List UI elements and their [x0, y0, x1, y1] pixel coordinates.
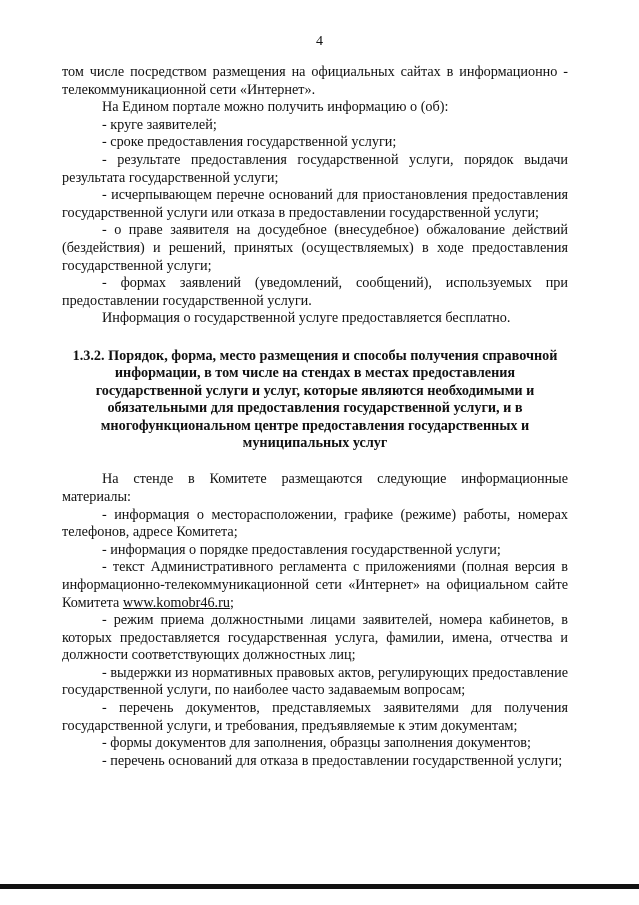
- paragraph: Информация о государственной услуге предоставляется бесплатно.: [102, 310, 511, 327]
- list-item: - формы документов для заполнения, образцы заполнения документов;: [102, 735, 531, 752]
- scan-bottom-border: [0, 884, 639, 889]
- list-item: - информация о порядке предоставления государственной услуги;: [102, 541, 501, 558]
- list-item: - круге заявителей;: [102, 116, 217, 133]
- list-item: [62, 559, 568, 612]
- paragraph: На Едином портале можно получить информацию о (об):: [102, 99, 449, 116]
- list-item-text: - текст Административного регламента с приложениями (полная версия в информационно-телекоммуникационной сети «Интернет» на официальном сайте Комитета: [62, 559, 568, 611]
- list-item: - сроке предоставления государственной услуги;: [102, 134, 397, 151]
- list-item: - перечень документов, представляемых заявителями для получения государственной услуги, и требования, предъявляемые к этим документам;: [62, 700, 568, 734]
- paragraph: На стенде в Комитете размещаются следующие информационные материалы:: [62, 471, 568, 505]
- list-item: - о праве заявителя на досудебное (внесудебное) обжалование действий (бездействия) и решений, принятых (осуществляемых) в ходе предоставления государственной услуги;: [62, 222, 568, 274]
- list-item: - выдержки из нормативных правовых актов, регулирующих предоставление государственной услуги, по наиболее часто задаваемым вопросам;: [62, 664, 568, 699]
- list-item: - результате предоставления государственной услуги, порядок выдачи результата государственной услуги;: [62, 151, 568, 186]
- list-item: - перечень оснований для отказа в предоставлении государственной услуги;: [102, 752, 563, 769]
- list-item-suffix: ;: [229, 594, 234, 611]
- list-item: - исчерпывающем перечне оснований для приостановления предоставления государственной услуги или отказа в предоставлении государственной услуги;: [62, 187, 568, 221]
- list-item: - информация о месторасположении, графике (режиме) работы, номерах телефонов, адресе Комитета;: [62, 506, 568, 541]
- paragraph: том числе посредством размещения на официальных сайтах в информационно - телекоммуникационной сети «Интернет».: [62, 64, 568, 98]
- list-item: - режим приема должностными лицами заявителей, номера кабинетов, в которых предоставляется государственная услуга, фамилии, имена, отчества и должности соответствующих должностных лиц;: [62, 612, 568, 664]
- document-body: [62, 64, 568, 770]
- list-item: - формах заявлений (уведомлений, сообщений), используемых при предоставлении государственной услуги.: [62, 275, 568, 309]
- page-number: 4: [316, 34, 323, 49]
- website-link[interactable]: www.komobr46.ru: [122, 594, 230, 611]
- section-heading: 1.3.2. Порядок, форма, место размещения и способы получения справочной информации, в том числе на стендах в местах предоставления государственной услуги и услуг, которые являются необходимыми и обязательными для предоставления государственной услуги, и в многофункциональном центре предоставления государственных и муниципальных услуг: [72, 347, 558, 451]
